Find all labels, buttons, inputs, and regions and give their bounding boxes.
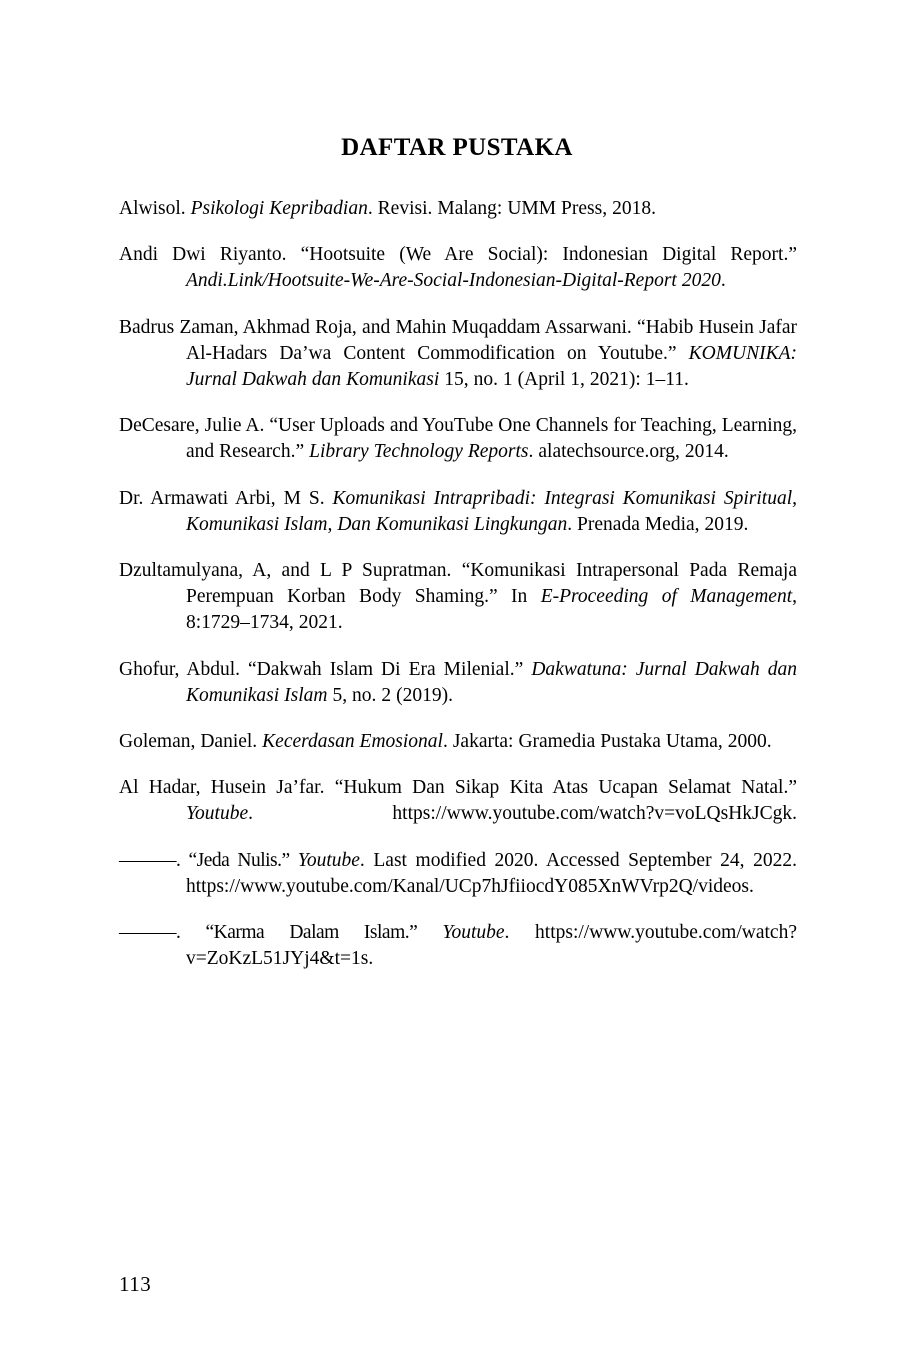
entry-italic-text: Kecerdasan Emosional bbox=[262, 731, 443, 753]
entry-italic-text: Andi.Link/Hootsuite-We-Are-Social-Indonesian-Digital-Report 2020 bbox=[186, 270, 721, 292]
entry-text: Ghofur, Abdul. “Dakwah Islam Di Era Milenial.” bbox=[119, 658, 532, 680]
entry-text: . Jakarta: Gramedia Pustaka Utama, 2000. bbox=[442, 731, 772, 753]
bibliography-entry bbox=[119, 729, 797, 755]
entry-italic-text: E-Proceeding of Management bbox=[540, 586, 793, 608]
entry-text: Badrus Zaman, Akhmad Roja, and Mahin Muqaddam Assarwani. “Habib Husein Jafar Al-Hadars Da’wa Content Commodification on Youtube.” bbox=[119, 316, 797, 364]
bibliography-entry bbox=[119, 657, 797, 709]
entry-text: Dzultamulyana, A, and L P Supratman. “Komunikasi Intrapersonal Pada Remaja Perempuan Korban Body Shaming.” In bbox=[119, 560, 797, 608]
bibliography-list bbox=[119, 196, 797, 972]
entry-text: Dr. Armawati Arbi, M S. bbox=[119, 487, 333, 509]
entry-italic-text: Komunikasi Intrapribadi: Integrasi Komunikasi Spiritual, Komunikasi Islam, Dan Komunikasi Lingkungan bbox=[186, 487, 797, 535]
entry-italic-text: KOMUNIKA: Jurnal Dakwah dan Komunikasi bbox=[186, 342, 797, 391]
entry-text: Andi Dwi Riyanto. “Hootsuite (We Are Social): Indonesian Digital Report.” bbox=[119, 244, 797, 266]
entry-italic-text: Youtube bbox=[442, 922, 505, 944]
page-number: 113 bbox=[119, 1272, 152, 1296]
bibliography-entry bbox=[119, 242, 797, 294]
entry-text: . https://www.youtube.com/watch?v=voLQsHkJCgk. bbox=[248, 803, 797, 825]
entry-italic-text: Library Technology Reports bbox=[309, 441, 529, 463]
bibliography-entry bbox=[119, 775, 797, 827]
entry-text: Al Hadar, Husein Ja’far. “Hukum Dan Sikap Kita Atas Ucapan Selamat Natal.” bbox=[119, 777, 797, 799]
entry-repeat-author-dash: ———. “Karma Dalam Islam.” bbox=[119, 922, 443, 944]
bibliography-entry bbox=[119, 486, 797, 538]
entry-text: 5, no. 2 (2019). bbox=[327, 684, 453, 706]
entry-text: , 8:1729–1734, 2021. bbox=[186, 586, 797, 634]
entry-text: Alwisol. bbox=[119, 198, 191, 219]
entry-repeat-author-dash: ———. “Jeda Nulis.” bbox=[119, 849, 298, 871]
bibliography-entry bbox=[119, 558, 797, 637]
entry-text: 15, no. 1 (April 1, 2021): 1–11. bbox=[439, 369, 689, 391]
entry-text: . Revisi. Malang: UMM Press, 2018. bbox=[367, 198, 656, 219]
entry-text: . alatechsource.org, 2014. bbox=[528, 441, 729, 463]
bibliography-entry bbox=[119, 920, 797, 972]
entry-text: . bbox=[720, 270, 726, 292]
entry-italic-text: Youtube bbox=[186, 803, 249, 825]
entry-text: DeCesare, Julie A. “User Uploads and YouTube One Channels for Teaching, Learning, and Research.” bbox=[119, 415, 797, 463]
entry-text: . https://www.youtube.com/watch?v=ZoKzL51JYj4&t=1s. bbox=[186, 922, 797, 970]
bibliography-entry bbox=[119, 196, 797, 222]
entry-text: Goleman, Daniel. bbox=[119, 731, 263, 753]
entry-italic-text: Psikologi Kepribadian bbox=[190, 198, 368, 219]
entry-italic-text: Youtube bbox=[297, 849, 360, 871]
entry-text: . Prenada Media, 2019. bbox=[567, 513, 749, 535]
bibliography-entry bbox=[119, 315, 797, 394]
entry-text: . Last modified 2020. Accessed September 24, 2022. https://www.youtube.com/Kanal/UCp7hJfiiocdY085XnWVrp2Q/videos. bbox=[186, 849, 798, 897]
bibliography-entry bbox=[119, 848, 797, 900]
bibliography-entry bbox=[119, 413, 797, 465]
entry-italic-text: Dakwatuna: Jurnal Dakwah dan Komunikasi Islam bbox=[186, 658, 797, 706]
page-title: DAFTAR PUSTAKA bbox=[341, 133, 573, 161]
